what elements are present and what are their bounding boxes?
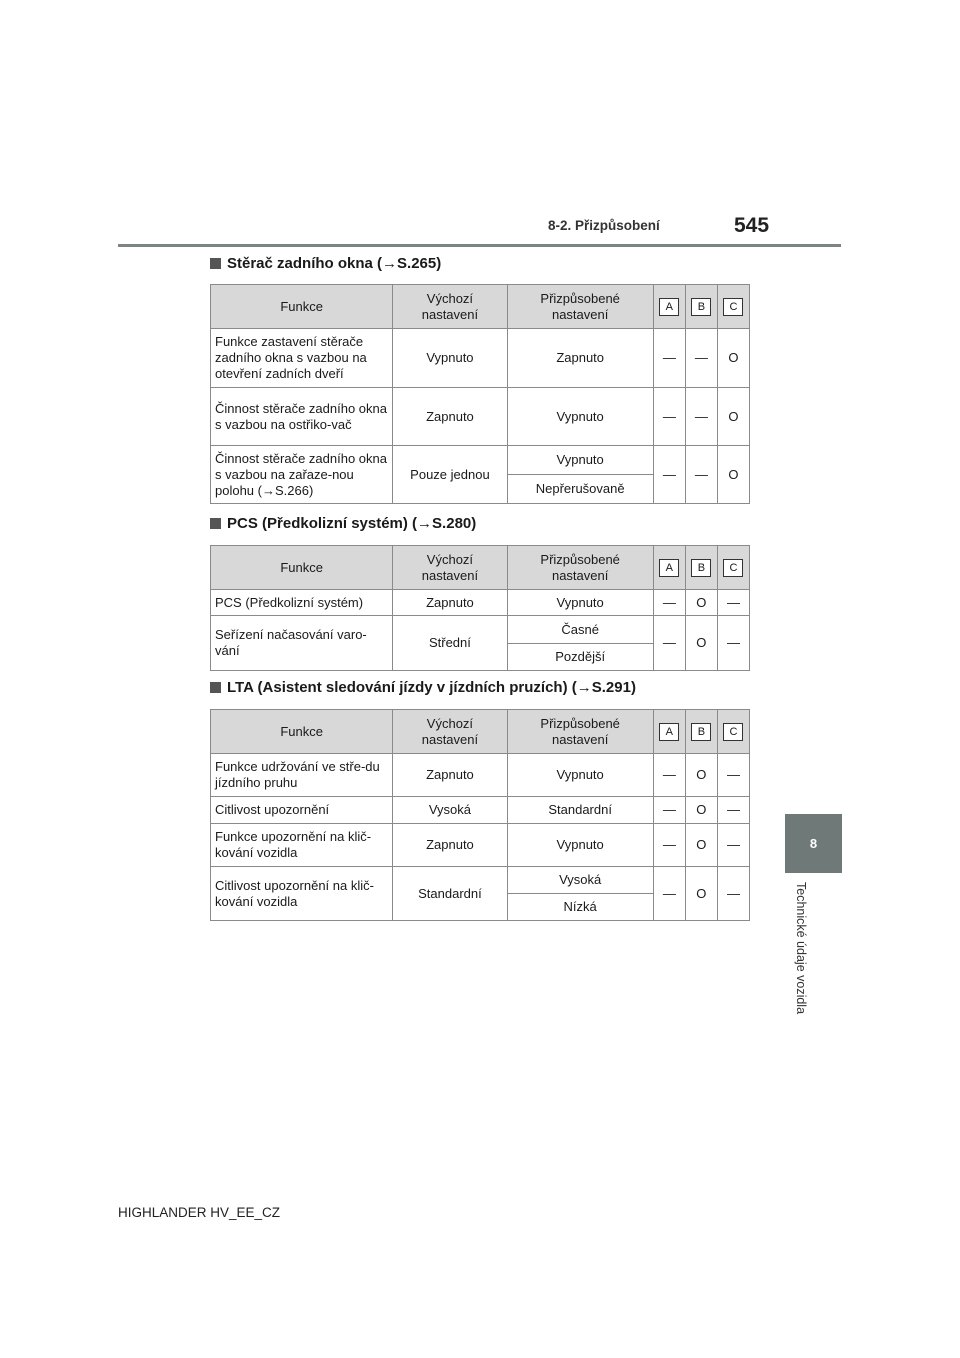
cell-a: — bbox=[653, 824, 685, 867]
col-header-default: Výchozí nastavení bbox=[393, 710, 507, 754]
cell-funkce: Citlivost upozornění na klič-kování vozidla bbox=[211, 867, 393, 921]
cell-default: Zapnuto bbox=[393, 590, 507, 616]
table-row bbox=[211, 616, 750, 644]
cell-a: — bbox=[653, 388, 685, 446]
cell-b: O bbox=[685, 590, 717, 616]
chapter-title: Technické údaje vozidla bbox=[794, 882, 808, 1015]
cell-b: O bbox=[685, 754, 717, 797]
table-row bbox=[211, 329, 750, 388]
cell-b: O bbox=[685, 797, 717, 824]
cell-b: — bbox=[685, 388, 717, 446]
table-header-row bbox=[211, 285, 750, 329]
col-header-default: Výchozí nastavení bbox=[393, 285, 507, 329]
table-header-row bbox=[211, 710, 750, 754]
cell-c: O bbox=[717, 329, 749, 388]
cell-b: O bbox=[685, 824, 717, 867]
cell-a: — bbox=[653, 590, 685, 616]
table-row bbox=[211, 824, 750, 867]
cell-custom: Standardní bbox=[507, 797, 653, 824]
square-bullet-icon bbox=[210, 682, 221, 693]
cell-default: Vypnuto bbox=[393, 329, 507, 388]
cell-custom: Vypnuto bbox=[507, 388, 653, 446]
col-header-c bbox=[717, 710, 749, 754]
section-heading-text: LTA (Asistent sledování jízdy v jízdních pruzích) (→S.291) bbox=[227, 679, 636, 696]
cell-custom: Nízká bbox=[507, 894, 653, 921]
col-header-funkce: Funkce bbox=[211, 546, 393, 590]
col-header-b bbox=[685, 546, 717, 590]
cell-a: — bbox=[653, 329, 685, 388]
cell-a: — bbox=[653, 797, 685, 824]
cell-funkce: Funkce zastavení stěrače zadního okna s vazbou na otevření zadních dveří bbox=[211, 329, 393, 388]
cell-default: Vysoká bbox=[393, 797, 507, 824]
cell-funkce: Funkce upozornění na klič-kování vozidla bbox=[211, 824, 393, 867]
col-header-c bbox=[717, 546, 749, 590]
cell-default: Zapnuto bbox=[393, 824, 507, 867]
cell-custom: Nepřerušovaně bbox=[507, 475, 653, 504]
cell-b: — bbox=[685, 329, 717, 388]
col-header-a bbox=[653, 546, 685, 590]
cell-custom: Zapnuto bbox=[507, 329, 653, 388]
table-row bbox=[211, 590, 750, 616]
cell-default: Standardní bbox=[393, 867, 507, 921]
chapter-tab bbox=[785, 814, 842, 873]
table-row bbox=[211, 388, 750, 446]
boxed-letter: B bbox=[691, 723, 711, 741]
col-header-default: Výchozí nastavení bbox=[393, 546, 507, 590]
table-row bbox=[211, 754, 750, 797]
cell-custom: Vysoká bbox=[507, 867, 653, 894]
cell-b: — bbox=[685, 446, 717, 504]
cell-a: — bbox=[653, 616, 685, 671]
table-row bbox=[211, 446, 750, 475]
cell-a: — bbox=[653, 446, 685, 504]
cell-default: Zapnuto bbox=[393, 754, 507, 797]
cell-custom: Vypnuto bbox=[507, 824, 653, 867]
square-bullet-icon bbox=[210, 518, 221, 529]
page-number: 545 bbox=[734, 214, 770, 237]
header-divider bbox=[118, 244, 841, 247]
boxed-letter: C bbox=[723, 559, 743, 577]
cell-custom: Vypnuto bbox=[507, 590, 653, 616]
lta-table bbox=[210, 709, 750, 921]
cell-default: Pouze jednou bbox=[393, 446, 507, 504]
cell-default: Střední bbox=[393, 616, 507, 671]
boxed-letter: A bbox=[659, 559, 679, 577]
cell-funkce: Funkce udržování ve stře-du jízdního pruhu bbox=[211, 754, 393, 797]
cell-funkce: PCS (Předkolizní systém) bbox=[211, 590, 393, 616]
col-header-b bbox=[685, 710, 717, 754]
section-heading-rear-wiper bbox=[210, 255, 441, 272]
section-heading-text: PCS (Předkolizní systém) (→S.280) bbox=[227, 515, 477, 532]
col-header-custom: Přizpůsobené nastavení bbox=[507, 285, 653, 329]
col-header-funkce: Funkce bbox=[211, 710, 393, 754]
table-header-row bbox=[211, 546, 750, 590]
cell-c: — bbox=[717, 797, 749, 824]
cell-custom: Vypnuto bbox=[507, 754, 653, 797]
cell-b: O bbox=[685, 867, 717, 921]
col-header-a bbox=[653, 710, 685, 754]
boxed-letter: A bbox=[659, 723, 679, 741]
col-header-custom: Přizpůsobené nastavení bbox=[507, 710, 653, 754]
cell-custom: Vypnuto bbox=[507, 446, 653, 475]
cell-c: O bbox=[717, 388, 749, 446]
cell-c: — bbox=[717, 824, 749, 867]
col-header-custom: Přizpůsobené nastavení bbox=[507, 546, 653, 590]
col-header-a bbox=[653, 285, 685, 329]
cell-funkce: Činnost stěrače zadního okna s vazbou na zařaze-nou polohu (→S.266) bbox=[211, 446, 393, 504]
boxed-letter: C bbox=[723, 298, 743, 316]
cell-funkce: Činnost stěrače zadního okna s vazbou na ostřiko-vač bbox=[211, 388, 393, 446]
section-header: 8-2. Přizpůsobení bbox=[548, 218, 660, 233]
cell-c: — bbox=[717, 867, 749, 921]
cell-c: — bbox=[717, 616, 749, 671]
col-header-b bbox=[685, 285, 717, 329]
section-heading-pcs bbox=[210, 515, 476, 532]
table-row bbox=[211, 797, 750, 824]
pcs-table bbox=[210, 545, 750, 671]
boxed-letter: C bbox=[723, 723, 743, 741]
boxed-letter: A bbox=[659, 298, 679, 316]
section-heading-text: Stěrač zadního okna (→S.265) bbox=[227, 255, 442, 272]
square-bullet-icon bbox=[210, 258, 221, 269]
chapter-number: 8 bbox=[809, 836, 818, 851]
rear-wiper-table bbox=[210, 284, 750, 504]
cell-c: — bbox=[717, 754, 749, 797]
cell-funkce: Citlivost upozornění bbox=[211, 797, 393, 824]
cell-c: O bbox=[717, 446, 749, 504]
table-row bbox=[211, 867, 750, 894]
cell-b: O bbox=[685, 616, 717, 671]
cell-funkce: Seřízení načasování varo-vání bbox=[211, 616, 393, 671]
boxed-letter: B bbox=[691, 559, 711, 577]
cell-c: — bbox=[717, 590, 749, 616]
boxed-letter: B bbox=[691, 298, 711, 316]
footer-model-code: HIGHLANDER HV_EE_CZ bbox=[118, 1205, 281, 1220]
col-header-funkce: Funkce bbox=[211, 285, 393, 329]
cell-default: Zapnuto bbox=[393, 388, 507, 446]
section-heading-lta bbox=[210, 679, 636, 696]
cell-custom: Časné bbox=[507, 616, 653, 644]
cell-a: — bbox=[653, 754, 685, 797]
cell-custom: Pozdější bbox=[507, 644, 653, 671]
cell-a: — bbox=[653, 867, 685, 921]
col-header-c bbox=[717, 285, 749, 329]
